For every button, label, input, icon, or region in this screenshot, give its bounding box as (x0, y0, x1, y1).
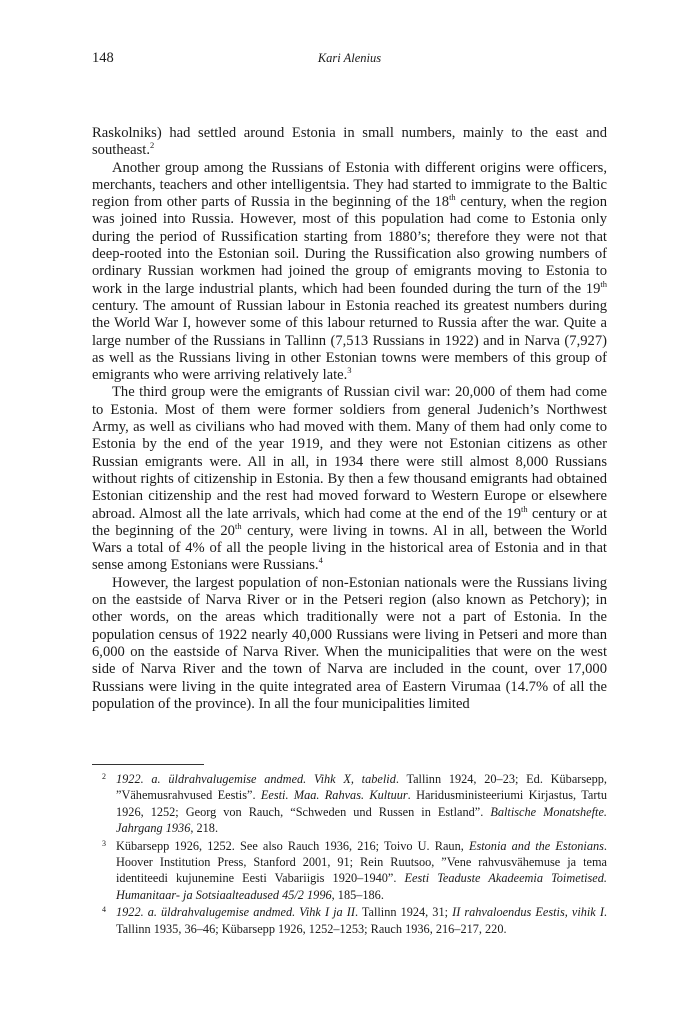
paragraph-3: The third group were the emigrants of Russian civil war: 20,000 of them had come to Estonia. Most of them were former soldiers from general Judenich’s Northwest Army, as well as civilians who had moved with them. Many of them had only come to Estonia by the end of the year 1919, and they were not Estonian citizens as other Russian emigrants were. All in all, in 1934 there were still almost 8,000 Russians without rights of citizenship in Estonia. By then a few thousand emigrants had obtained Estonian citizenship and the rest had moved forward to Western Europe or elsewhere abroad. Almost all the late arrivals, which had come at the end of the 19th century or at the beginning of the 20th century, were living in towns. Al in all, between the World Wars a total of 4% of all the people living in the historical area of Estonia and in that sense among Estonians were Russians.$^4$ (92, 384, 608, 574)
footnote-ref[interactable]: 2 (149, 140, 155, 151)
ordinal-suffix: th (600, 278, 607, 289)
footnote-3: 3 Kübarsepp 1926, 1252. See also Rauch 1936, 216; Toivo U. Raun, Estonia and the Estonians. Hoover Institution Press, Stanford 2001, 91; Rein Ruutsoo, ”Vene rahvusvähemuse ja tema identiteedi kujunemine Eesti Vabariigis 1920–1940”. Eesti Teaduste Akadeemia Toimetised. Humanitaar- ja Sotsiaalteadused 45/2 1996, 185–186. (92, 838, 607, 904)
ordinal-suffix: th (234, 520, 242, 531)
ordinal-suffix: th (449, 192, 456, 203)
footnote-2: 2 1922. a. üldrahvalugemise andmed. Vihk X, tabelid. Tallinn 1924, 20–23; Ed. Kübarsepp, ”Vähemusrahvused Eestis”. Eesti. Maa. Rahvas. Kultuur. Haridusministeeriumi Kirjastus, Tartu 1926, 1252; Georg von Rauch, “Schweden und Russen in Estland”. Baltische Monatshefte. Jahrgang 1936, 218. (92, 771, 607, 837)
page-number: 148 (92, 50, 114, 66)
page-header (92, 50, 607, 70)
footnotes (92, 771, 607, 938)
footnote-ref[interactable]: 3 (347, 365, 352, 376)
footnote-number: 4 (102, 905, 106, 915)
running-head: Kari Alenius (317, 51, 382, 65)
body-text (92, 125, 607, 713)
paragraph-1: Raskolniks) had settled around Estonia in small numbers, mainly to the east and southeast.$^2$ (92, 125, 607, 159)
footnote-ref[interactable]: 4 (318, 555, 323, 566)
paragraph-2: Another group among the Russians of Estonia with different origins were officers, merchants, teachers and other intelligentsia. They had started to immigrate to the Baltic region from other parts of Russia in the beginning of the 18th century, when the region was joined into Russia. However, most of this population had come to Estonia only during the period of Russification starting from 1880’s; therefore they were not that deep-rooted into the Estonian soil. During the Russification also growing numbers of ordinary Russian workmen had joined the group of emigrants moving to Estonia to work in the large industrial plants, which had been founded during the turn of the 19th century. The amount of Russian labour in Estonia reached its greatest numbers during the World War I, however some of this labour returned to Russia after the war. Quite a large number of the Russians in Tallinn (7,513 Russians in 1922) and in Narva (7,927) as well as the Russians living in other Estonian towns were members of this group of emigrants who were arriving relatively late.$^3$ (92, 159, 607, 384)
footnote-divider (92, 764, 204, 765)
footnote-number: 3 (102, 838, 106, 848)
footnote-number: 2 (102, 772, 106, 781)
ordinal-suffix: th (521, 503, 528, 514)
footnote-4: 4 1922. a. üldrahvalugemise andmed. Vihk I ja II. Tallinn 1924, 31; II rahvaloendus Eestis, vihik I. Tallinn 1935, 36–46; Kübarsepp 1926, 1252–1253; Rauch 1936, 216–217, 220. (92, 904, 607, 937)
paragraph-4: However, the largest population of non-Estonian nationals were the Russians living on the eastside of Narva River or in the Petseri region (also known as Petchory); in other words, on the areas which traditionally were not a part of Estonia. In the population census of 1922 nearly 40,000 Russians were living in Petseri and more than 6,000 on the eastside of Narva River. When the municipalities that were on the west side of Narva River and the town of Narva are included in the count, over 17,000 Russians were living in the quite integrated area of Eastern Virumaa (14.7% of all the population of the province). In all the four municipalities limited (92, 574, 607, 712)
